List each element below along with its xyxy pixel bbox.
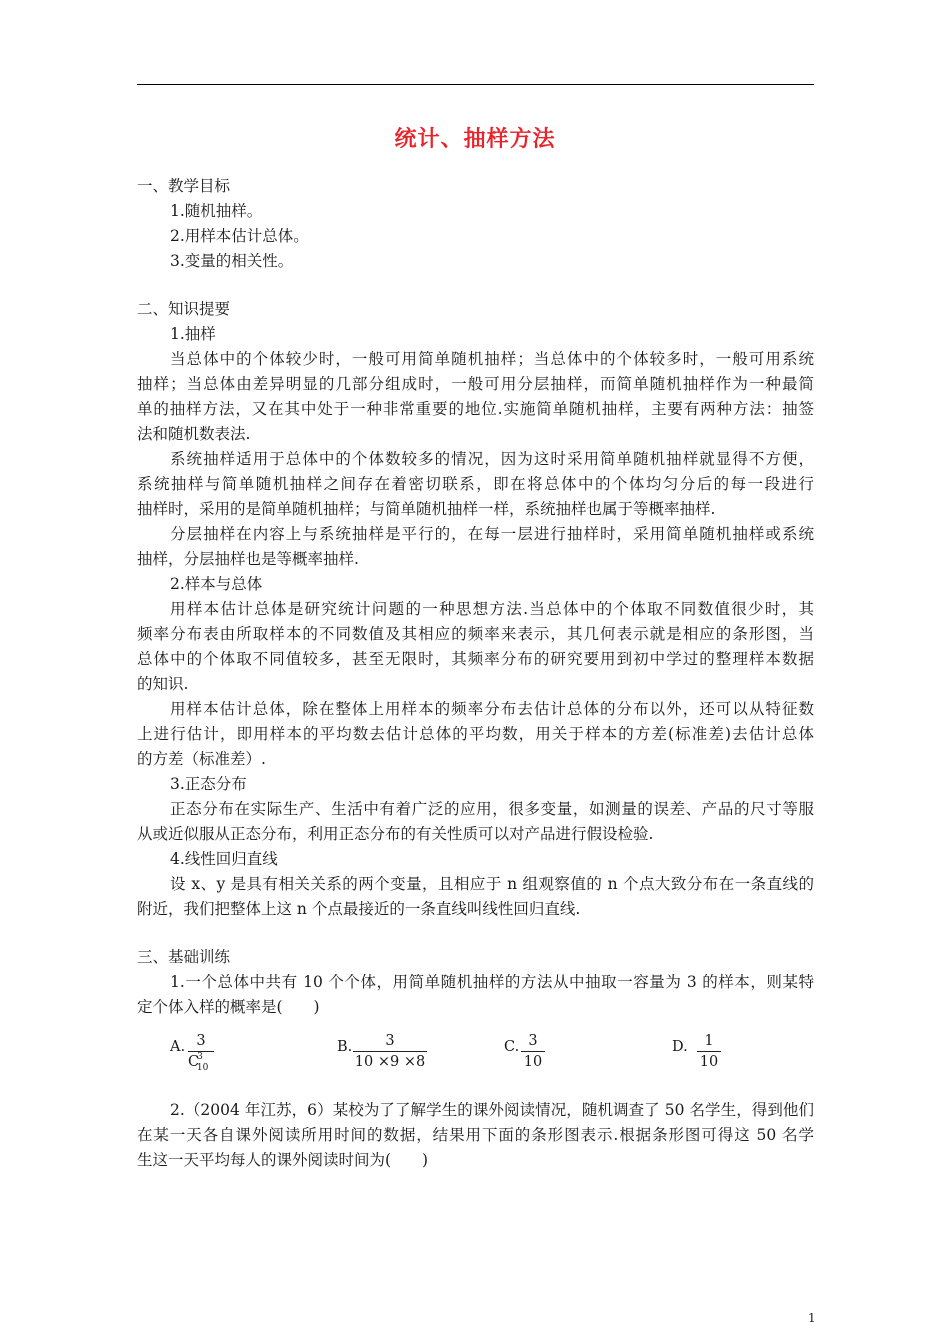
paragraph-line: 的知识. bbox=[137, 675, 189, 693]
subheading-sampling: 1.抽样 bbox=[170, 325, 216, 343]
paragraph-line: 的方差（标准差）. bbox=[137, 750, 266, 768]
fraction-bar bbox=[697, 1051, 721, 1052]
paragraph-line: 抽样时，采用的是简单随机抽样；与简单随机抽样一样，系统抽样也属于等概率抽样. bbox=[137, 500, 716, 518]
paragraph-line: 用样本估计总体是研究统计问题的一种思想方法.当总体中的个体取不同数值很少时，其 bbox=[170, 600, 814, 618]
paragraph-line: 用样本估计总体，除在整体上用样本的频率分布去估计总体的分布以外，还可以从特征数 bbox=[170, 700, 814, 718]
objective-item: 2.用样本估计总体。 bbox=[170, 227, 309, 245]
section-heading-exercises: 三、基础训练 bbox=[137, 948, 231, 966]
paragraph-line: 抽样；当总体由差异明显的几部分组成时，一般可用分层抽样，而简单随机抽样作为一种最简 bbox=[137, 375, 814, 393]
option-b-fraction bbox=[353, 1032, 427, 1071]
question-line: 1.一个总体中共有 10 个个体，用简单随机抽样的方法从中抽取一容量为 3 的样本，则某特 bbox=[170, 973, 814, 991]
subheading-regression-line: 4.线性回归直线 bbox=[170, 850, 278, 868]
question-line: 2.（2004 年江苏，6）某校为了了解学生的课外阅读情况，随机调查了 50 名学生，得到他们 bbox=[170, 1101, 814, 1119]
paragraph-line: 当总体中的个体较少时，一般可用简单随机抽样；当总体中的个体较多时，一般可用系统 bbox=[170, 350, 814, 368]
question-line: 在某一天各自课外阅读所用时间的数据，结果用下面的条形图表示.根据条形图可得这 50 名学 bbox=[137, 1126, 814, 1144]
fraction-denominator: 10 bbox=[523, 1054, 543, 1070]
option-d-label: D. bbox=[672, 1039, 688, 1055]
question-line: 定个体入样的概率是( ) bbox=[137, 998, 320, 1016]
page-title: 统计、抽样方法 bbox=[394, 126, 556, 152]
option-b-label: B. bbox=[337, 1039, 353, 1055]
fraction-bar bbox=[353, 1051, 427, 1052]
paragraph-line: 系统抽样与简单随机抽样之间存在着密切联系，即在将总体中的个体均匀分后的每一段进行 bbox=[137, 475, 814, 493]
option-c-label: C. bbox=[504, 1039, 520, 1055]
subheading-normal-distribution: 3.正态分布 bbox=[170, 775, 247, 793]
paragraph-line: 设 x、y 是具有相关关系的两个变量，且相应于 n 组观察值的 n 个点大致分布在一条直线的 bbox=[170, 875, 814, 893]
fraction-bar bbox=[521, 1051, 545, 1052]
objective-item: 1.随机抽样。 bbox=[170, 202, 263, 220]
section-heading-objectives: 一、教学目标 bbox=[137, 177, 231, 195]
fraction-numerator: 3 bbox=[196, 1033, 206, 1049]
subheading-sample-population: 2.样本与总体 bbox=[170, 575, 263, 593]
fraction-numerator: 3 bbox=[528, 1033, 538, 1049]
fraction-denominator: 10 bbox=[699, 1054, 719, 1070]
paragraph-line: 总体中的个体取不同值较多，甚至无限时，其频率分布的研究要用到初中学过的整理样本数据 bbox=[137, 650, 814, 668]
objective-item: 3.变量的相关性。 bbox=[170, 252, 294, 270]
paragraph-line: 法和随机数表法. bbox=[137, 425, 251, 443]
option-a-label: A. bbox=[170, 1039, 186, 1055]
paragraph-line: 系统抽样适用于总体中的个体数较多的情况，因为这时采用简单随机抽样就显得不方便， bbox=[170, 450, 814, 468]
paragraph-line: 分层抽样在内容上与系统抽样是平行的，在每一层进行抽样时，采用简单随机抽样或系统 bbox=[170, 525, 814, 543]
paragraph-line: 正态分布在实际生产、生活中有着广泛的应用，很多变量，如测量的误差、产品的尺寸等服 bbox=[170, 800, 814, 818]
fraction-denominator: $C^3_{10}$ bbox=[188, 1052, 209, 1073]
question-line: 生这一天平均每人的课外阅读时间为( ) bbox=[137, 1151, 429, 1169]
fraction-denominator: 10 ×9 ×8 bbox=[354, 1054, 426, 1070]
section-heading-knowledge: 二、知识提要 bbox=[137, 300, 231, 318]
paragraph-line: 单的抽样方法，又在其中处于一种非常重要的地位.实施简单随机抽样，主要有两种方法：抽签 bbox=[137, 400, 814, 418]
header-rule bbox=[137, 84, 814, 85]
fraction-numerator: 1 bbox=[704, 1033, 714, 1049]
paragraph-line: 上进行估计，即用样本的平均数去估计总体的平均数，用关于样本的方差(标准差)去估计总体 bbox=[137, 725, 814, 743]
option-a-fraction bbox=[188, 1032, 214, 1073]
paragraph-line: 从或近似服从正态分布，利用正态分布的有关性质可以对产品进行假设检验. bbox=[137, 825, 654, 843]
paragraph-line: 附近，我们把整体上这 n 个点最接近的一条直线叫线性回归直线. bbox=[137, 900, 581, 918]
paragraph-line: 抽样，分层抽样也是等概率抽样. bbox=[137, 550, 359, 568]
fraction-numerator: 3 bbox=[385, 1033, 395, 1049]
option-d-fraction bbox=[697, 1032, 721, 1071]
option-c-fraction bbox=[521, 1032, 545, 1071]
page-number: 1 bbox=[808, 1311, 816, 1325]
paragraph-line: 频率分布表由所取样本的不同数值及其相应的频率来表示，其几何表示就是相应的条形图，当 bbox=[137, 625, 814, 643]
